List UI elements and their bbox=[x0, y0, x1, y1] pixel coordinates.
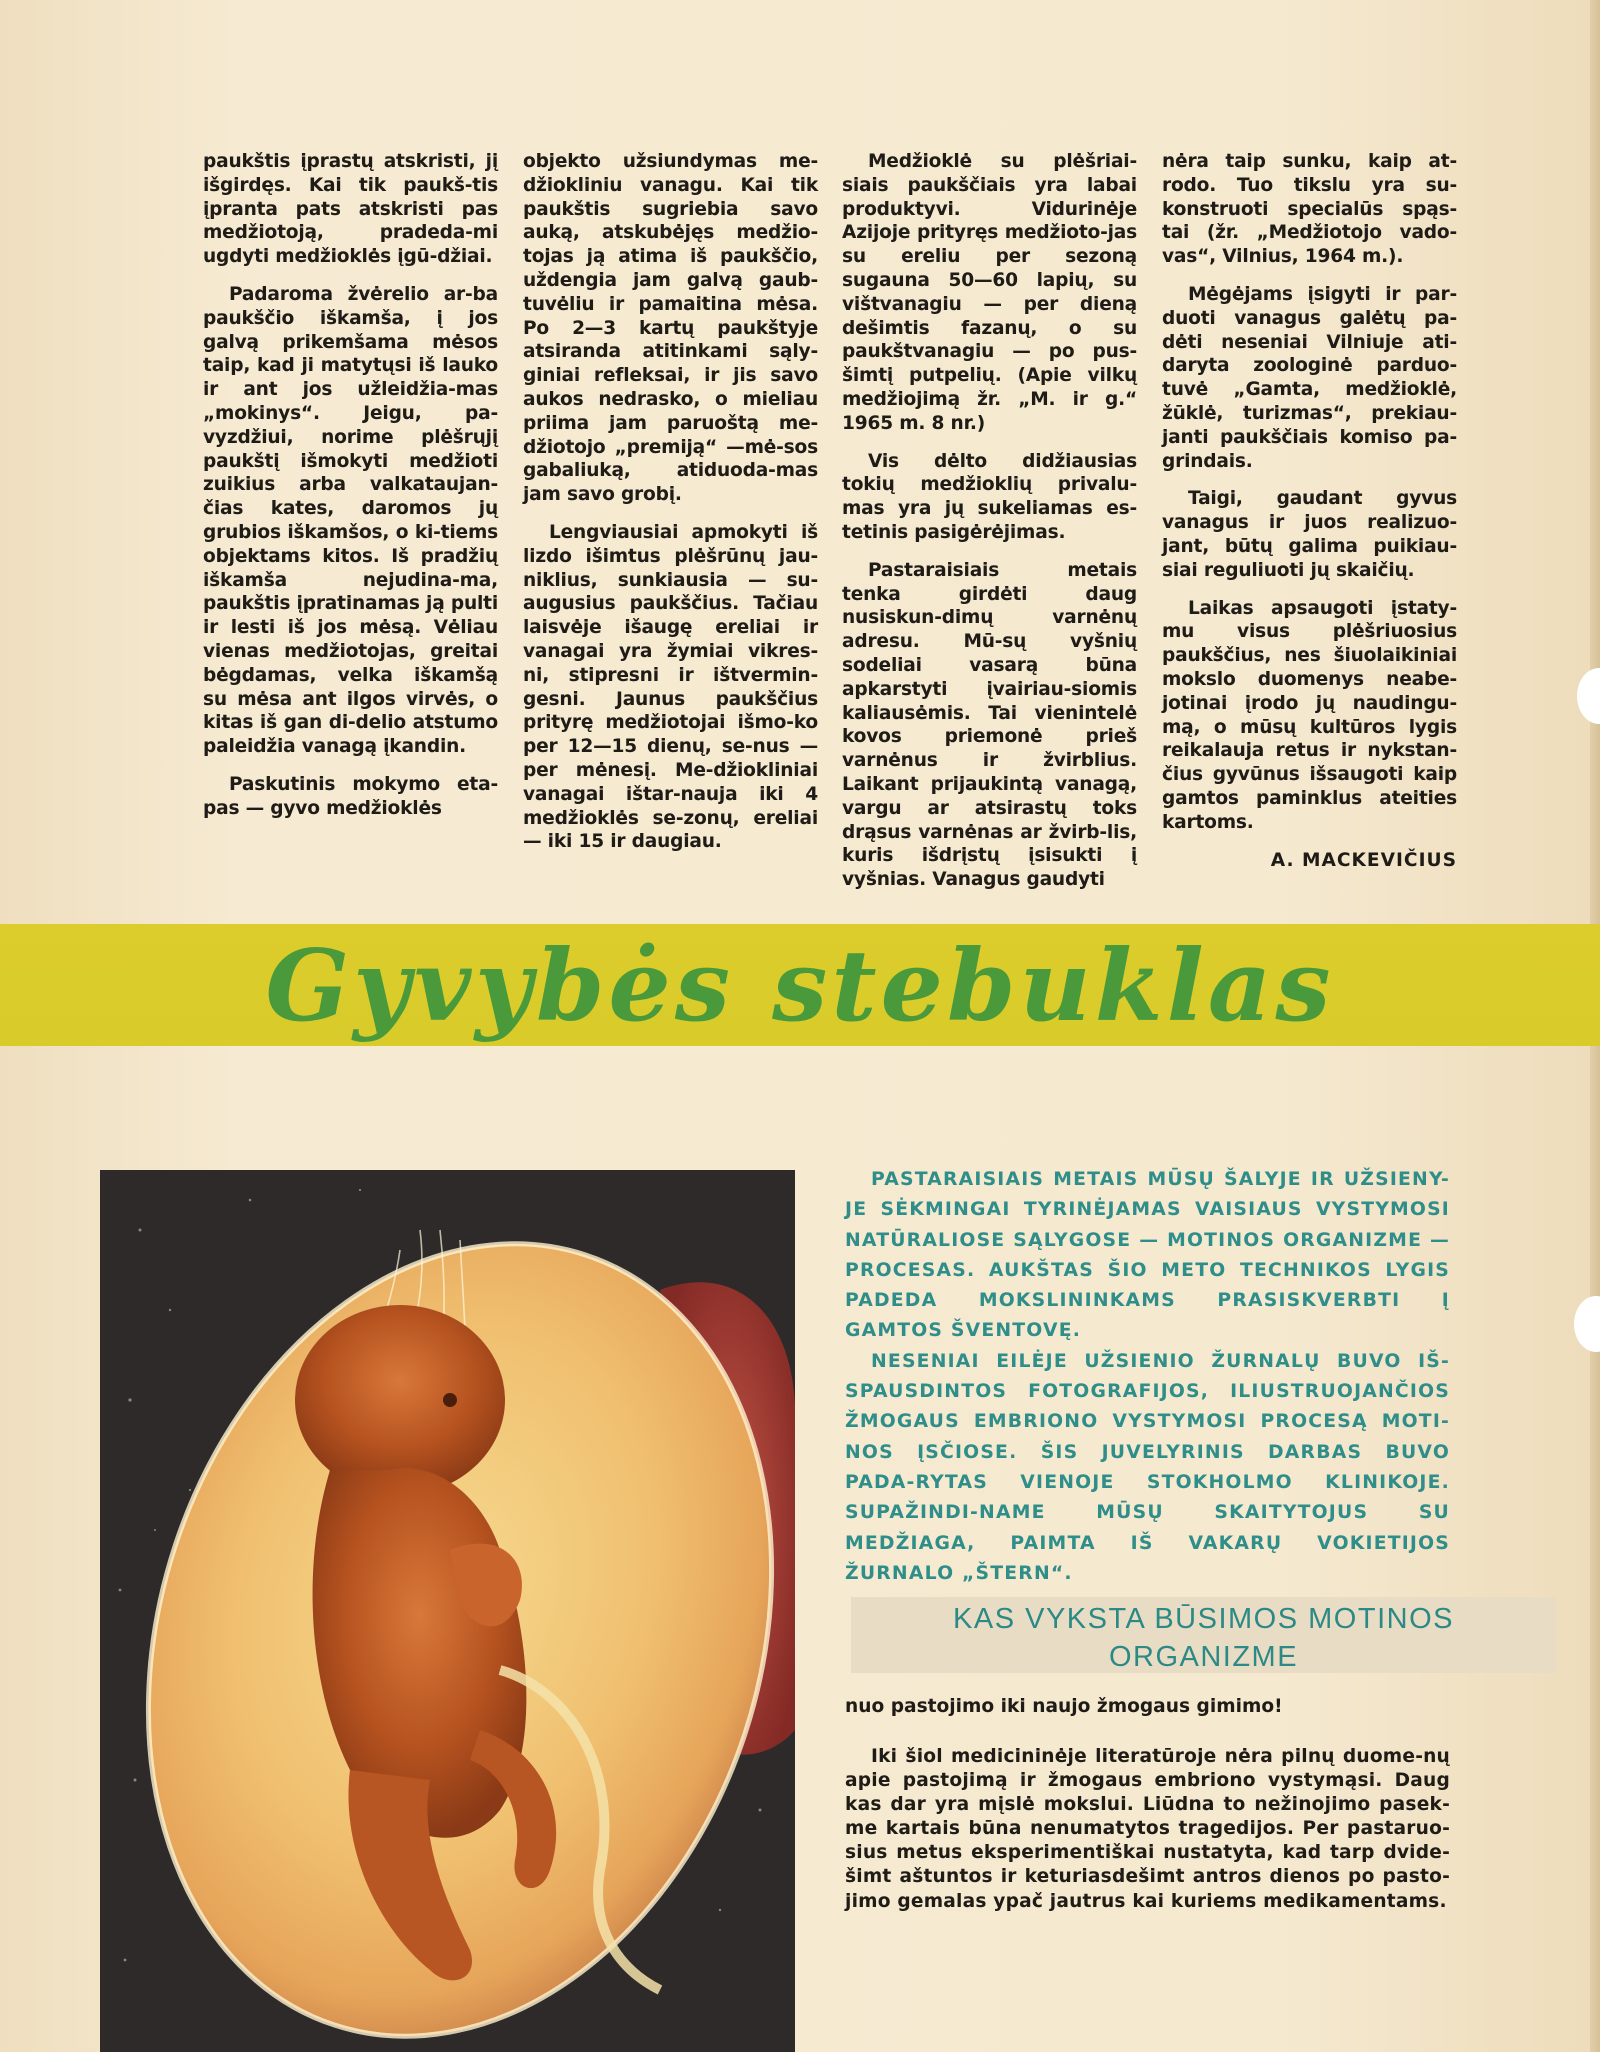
paragraph: Vis dėlto didžiausias tokių medžioklių privalu-mas yra jų sukeliamas es-tetinis pasigėrėjimas. bbox=[842, 450, 1137, 543]
article-column-2 bbox=[523, 150, 818, 868]
article-column-4 bbox=[1162, 150, 1457, 886]
article-column-3 bbox=[842, 150, 1137, 906]
paragraph: objekto užsiundymas me-džiokliniu vanagu. Kai tik paukštis sugriebia savo auką, atskubėjęs medžio-tojas ją atima iš paukščio, uždengia jam galvą gaub-tuvėliu ir pamaitina mėsa. Po 2—3 kartų paukštyje atsiranda atitinkami sąly-giniai refleksai, ir jis savo aukos nedrasko, o mieliau priima jam paruoštą me-džiotojo „premiją“ —mė-sos gabaliuką, atiduoda-mas jam savo grobį. bbox=[523, 151, 818, 506]
embryo-illustration bbox=[100, 1170, 795, 2052]
embryo-photo bbox=[100, 1170, 795, 2052]
paragraph: nėra taip sunku, kaip at-rodo. Tuo tikslu yra su-konstruoti specialūs spąs-tai (žr. „Medžiotojo vado-vas“, Vilnius, 1964 m.). bbox=[1162, 151, 1457, 268]
paragraph: Paskutinis mokymo eta-pas — gyvo medžioklės bbox=[203, 773, 498, 819]
paragraph: Padaroma žvėrelio ar-ba paukščio iškamša, į jos galvą prikemšama mėsos taip, kad ji matytųsi iš lauko ir ant jos užleidžia-mas „mokinys“. Jeigu, pa-vyzdžiui, norime plėšrųjį paukštį išmokyti medžioti zuikius arba valkataujan-čias kates, daromos jų grubios iškamšos, o ki-tiems objektams kitos. Iš pradžių iškamša nejudina-ma, paukštis įpratinamas ją pulti ir lesti iš jos mėsą. Vėliau vienas medžiotojas, greitai bėgdamas, velka iškamšą su mėsa ant ilgos virvės, o kitas iš gan di-delio atstumo paleidžia vanagą įkandin. bbox=[203, 283, 499, 758]
body-paragraph: Iki šiol medicininėje literatūroje nėra pilnų duome-nų apie pastojimą ir žmogaus embriono vystymąsi. Daug kas dar yra mįslė mokslui. Liūdna to nežinojimo pasek-me kartais būna nenumatytos tragedijos. Per pastaruo-sius metus eksperimentiškai nustatyta, kad tarp dvide-šimt aštuntos ir keturiasdešimt antros dienos po pasto-jimo gemalas ypač jautrus kai kuriems medikamentams. bbox=[845, 1746, 1450, 1912]
paragraph: paukštis įprastų atskristi, jį išgirdęs. Kai tik paukš-tis įpranta pats atskristi pas medžiotoją, pradeda-mi ugdyti medžioklės įgū-džiai. bbox=[203, 151, 498, 268]
article-column-1 bbox=[203, 150, 498, 835]
paragraph: Taigi, gaudant gyvus vanagus ir juos realizuo-jant, būtų galima puikiau-siai reguliuoti jų skaičių. bbox=[1162, 488, 1457, 581]
subheading-line-1: KAS VYKSTA BŪSIMOS MOTINOS bbox=[953, 1603, 1454, 1635]
banner-title: Gyvybės stebuklas bbox=[265, 929, 1335, 1044]
intro-paragraph: PASTARAISIAIS METAIS MŪSŲ ŠALYJE IR UŽSIENY-JE SĖKMINGAI TYRINĖJAMAS VAISIAUS VYSTYMOSI NATŪRALIOSE SĄLYGOSE — MOTINOS ORGANIZME — PROCESAS. AUKŠTAS ŠIO METO TECHNIKOS LYGIS PADEDA MOKSLININKAMS PRASISKVERBTI Į GAMTOS ŠVENTOVĘ. bbox=[845, 1169, 1450, 1342]
tagline: nuo pastojimo iki naujo žmogaus gimimo! bbox=[845, 1696, 1283, 1717]
subheading-line-2: ORGANIZME bbox=[1108, 1641, 1299, 1673]
author-signature: A. MACKEVIČIUS bbox=[1270, 849, 1457, 871]
paragraph: Pastaraisiais metais tenka girdėti daug nusiskun-dimų varnėnų adresu. Mū-sų vyšnių sodeliai vasarą būna apkarstyti įvairiau-siomis kaliausėmis. Tai vienintelė kovos priemonė prieš varnėnus ir žvirblius. Laikant prijaukintą vanagą, vargu ar atsirastų toks drąsus varnėnas ar žvirb-lis, kuris išdrįstų įsisukti į vyšnias. Vanagus gaudyti bbox=[842, 559, 1137, 891]
article-body bbox=[845, 1745, 1450, 1914]
subheading bbox=[851, 1600, 1556, 1676]
paragraph: Mėgėjams įsigyti ir par-duoti vanagus galėtų pa-dėti neseniai Vilniuje ati-daryta zoologinė parduo-tuvė „Gamta, medžioklė, žūklė, turizmas“, prekiau-janti paukščiais komiso pa-grindais. bbox=[1162, 283, 1457, 472]
article-intro bbox=[845, 1165, 1450, 1589]
paragraph: Lengviausiai apmokyti iš lizdo išimtus plėšrūnų jau-niklius, sunkiausia — su-augusius paukščius. Tačiau laisvėje išaugę ereliai ir vanagai yra žymiai vikres-ni, stipresni ir ištvermin-gesni. Jaunus paukščius prityrę medžiotojai išmo-ko per 12—15 dienų, se-nus — per mėnesį. Me-džiokliniai vanagai ištar-nauja iki 4 medžioklės se-zonų, ereliai — iki 15 ir daugiau. bbox=[523, 521, 818, 853]
intro-paragraph: NESENIAI EILĖJE UŽSIENIO ŽURNALŲ BUVO IŠ-SPAUSDINTOS FOTOGRAFIJOS, ILIUSTRUOJANČIOS ŽMOGAUS EMBRIONO VYSTYMOSI PROCESĄ MOTI-NOS ĮSČIOSE. ŠIS JUVELYRINIS DARBAS BUVO PADA-RYTAS VIENOJE STOKHOLMO KLINIKOJE. SUPAŽINDI-NAME MŪSŲ SKAITYTOJUS SU MEDŽIAGA, PAIMTA IŠ VAKARŲ VOKIETIJOS ŽURNALO „ŠTERN“. bbox=[845, 1350, 1450, 1584]
paragraph: Laikas apsaugoti įstaty-mu visus plėšriuosius paukščius, nes šiuolaikiniai mokslo duomenys neabe-jotinai įrodo jų naudingu-mą, o mūsų kultūros lygis reikalauja retus ir nykstan-čius gyvūnus išsaugoti kaip gamtos paminklus ateities kartoms. bbox=[1162, 597, 1457, 833]
paragraph: Medžioklė su plėšriai-siais paukščiais yra labai produktyvi. Vidurinėje Azijoje prityręs medžioto-jas su ereliu per sezoną sugauna 50—60 lapių, su vištvanagiu — per dieną dešimtis fazanų, o su paukštvanagiu — po pus-šimtį putpelių. (Apie vilkų medžiojimą žr. „M. ir g.“ 1965 m. 8 nr.) bbox=[842, 151, 1137, 434]
